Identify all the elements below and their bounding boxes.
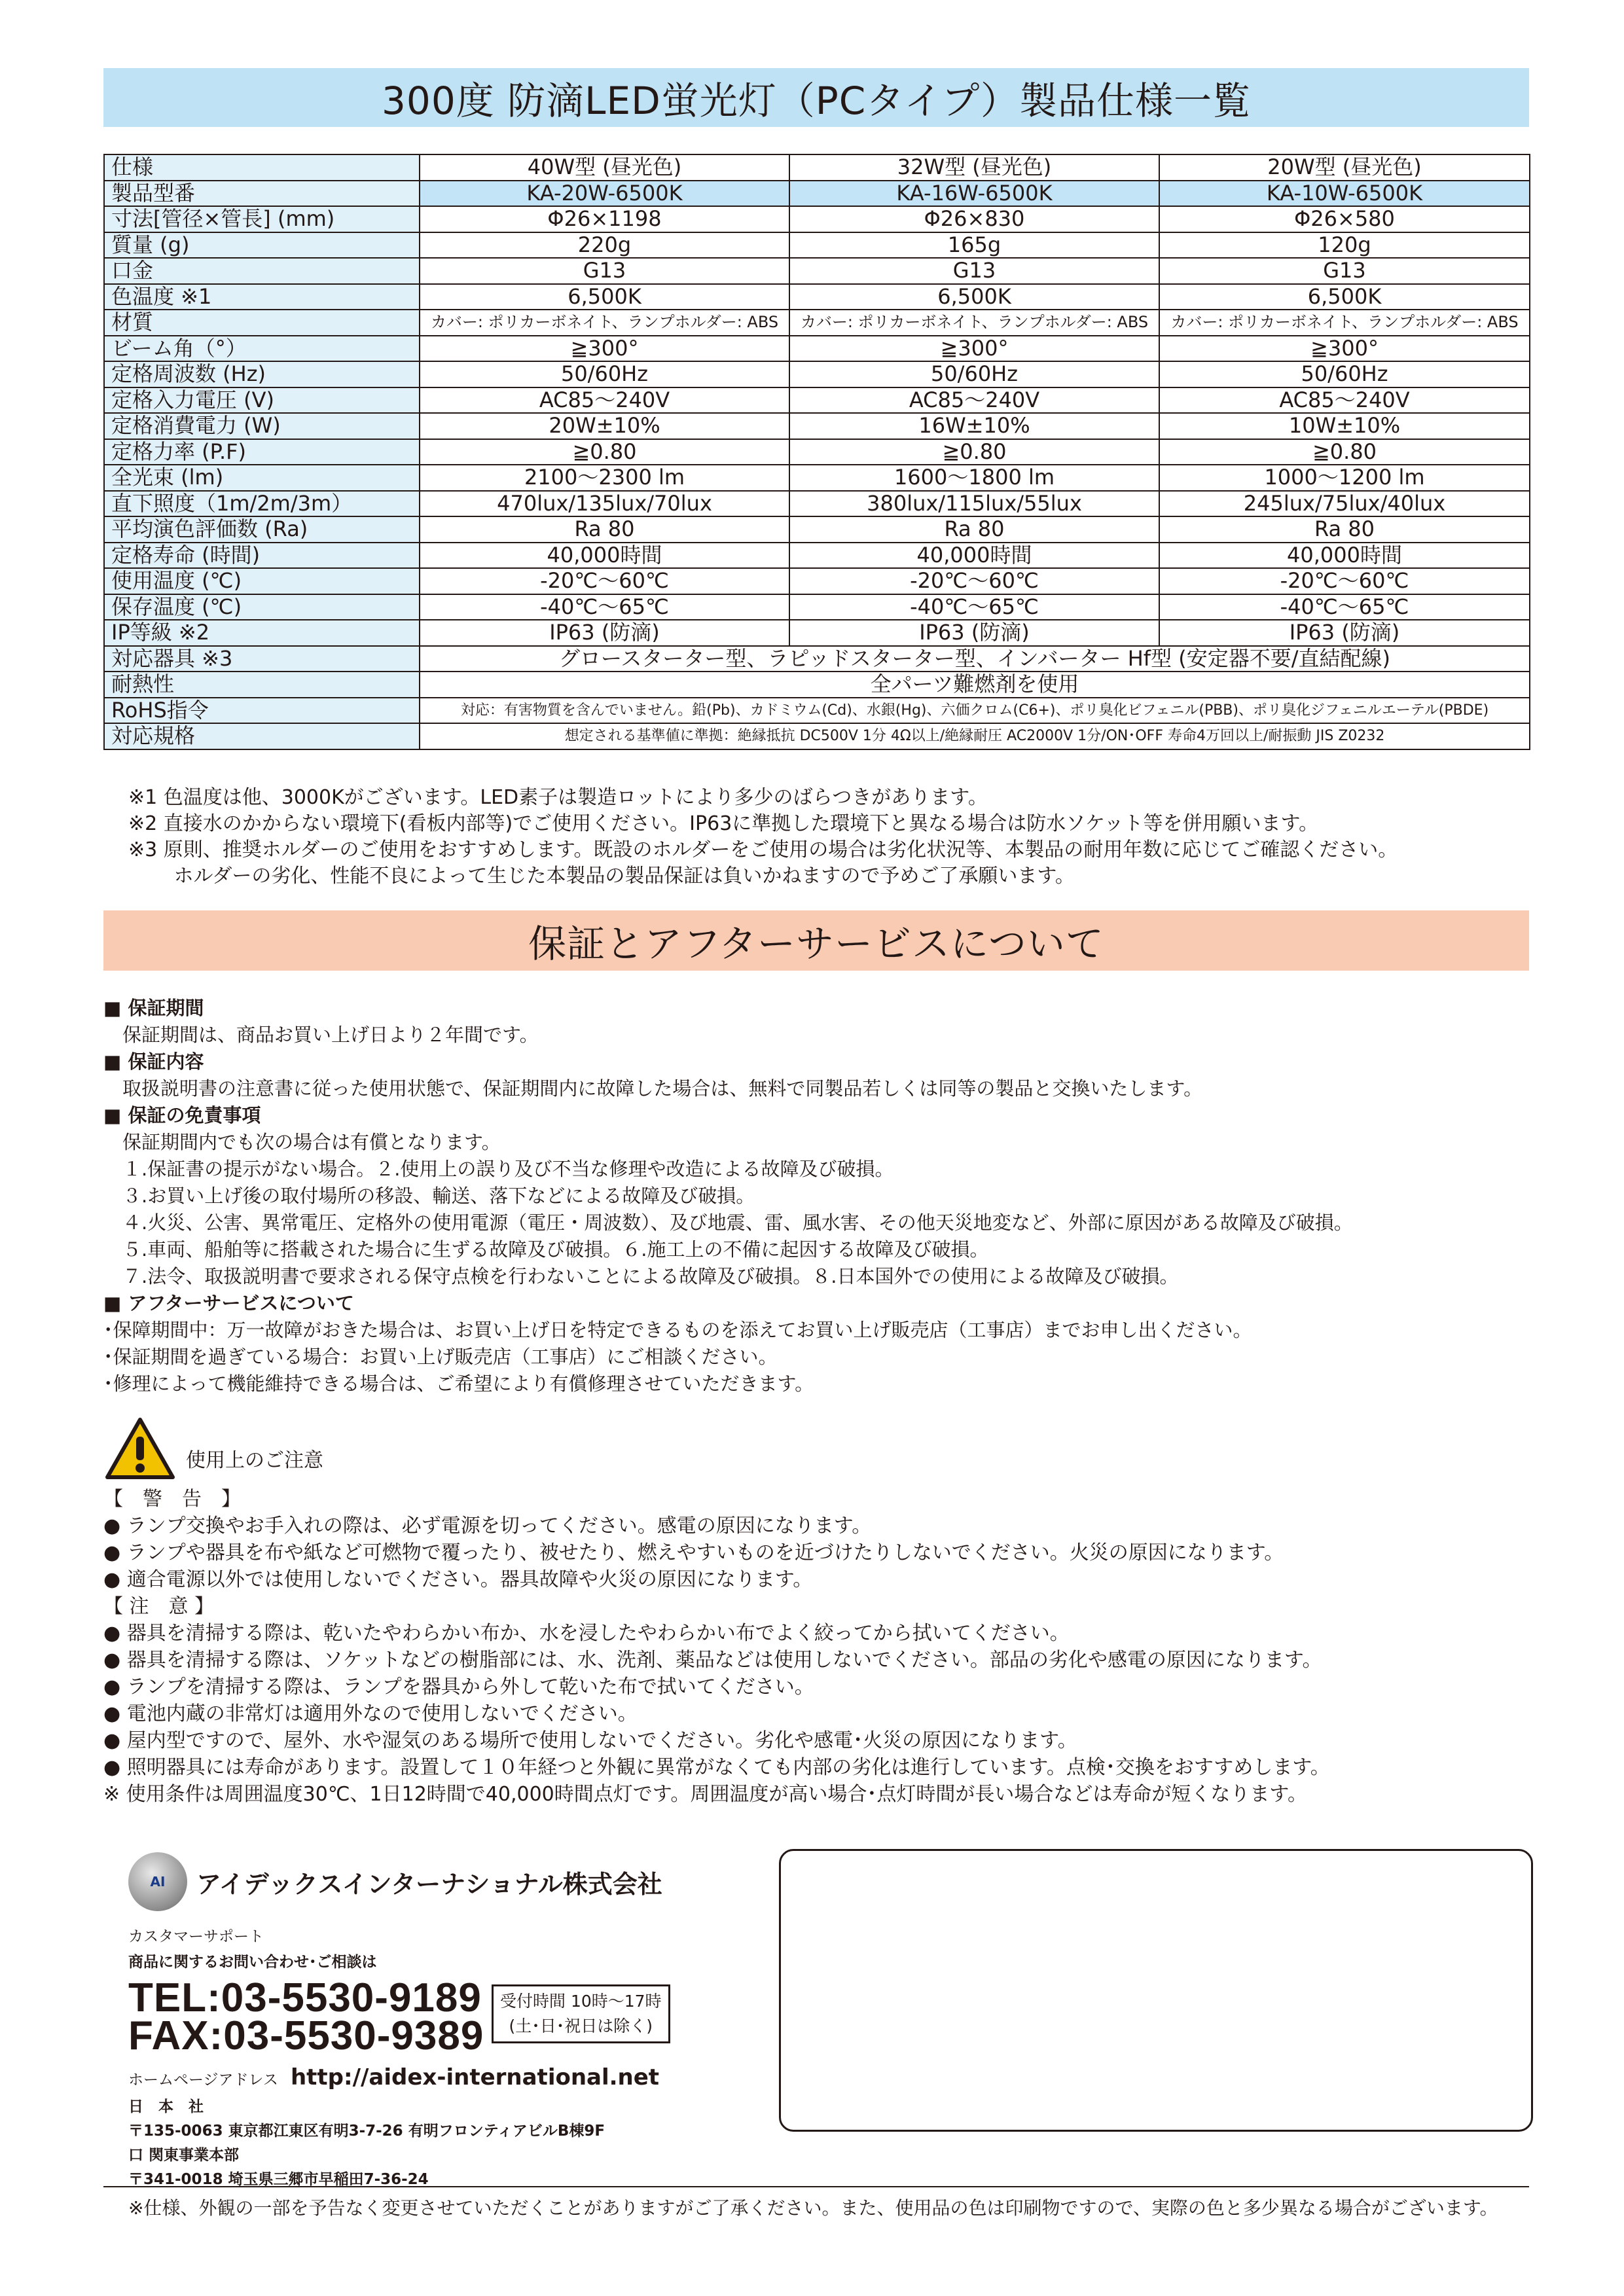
note-line: ※1 色温度は他、3000Kがございます。LED素子は製造ロットにより多少のばらつきがあります。 [128,786,988,809]
spec-value: 全パーツ難燃剤を使用 [420,672,1530,698]
caution-line: ● 器具を清掃する際は、乾いたやわらかい布か、水を浸したやわらかい布でよく絞ってから拭いてください。 [103,1622,1070,1645]
spec-value: カバー: ポリカーボネイト、ランプホルダー: ABS [789,310,1159,336]
hq-label: 日 本 社 [128,2098,204,2115]
spec-label: 仕様 [104,154,420,181]
spec-label: 材質 [104,310,420,336]
spec-value: Ra 80 [1159,516,1530,543]
spec-title-banner [103,68,1529,127]
inquiry-label: 商品に関するお問い合わせ･ご相談は [128,1954,377,1971]
spec-row [104,465,1530,491]
spec-value: AC85～240V [789,387,1159,414]
warranty-title: 保証とアフターサービスについて [528,922,1104,966]
spec-row [104,620,1530,646]
spec-value: 50/60Hz [1159,361,1530,387]
caution-header [103,1416,323,1481]
spec-value: KA-16W-6500K [789,181,1159,207]
spec-value: 想定される基準値に準拠：絶縁抵抗 DC500V 1分 4Ω以上/絶縁耐圧 AC2000V 1分/ON･OFF 寿命4万回以上/耐振動 JIS Z0232 [420,723,1530,749]
spec-value: -20℃～60℃ [1159,568,1530,594]
company-name: アイデックスインターナショナル株式会社 [196,1869,662,1899]
spec-row [104,698,1530,724]
spec-label: RoHS指令 [104,698,420,724]
section-text: 取扱説明書の注意書に従った使用状態で、保証期間内に故障した場合は、無料で同製品若しくは同等の製品と交換いたします。 [103,1077,1203,1100]
section-text: ･修理によって機能維持できる場合は、ご希望により有償修理させていただきます。 [103,1372,814,1395]
spec-value: ≧0.80 [420,439,789,465]
homepage-label: ホームページアドレス [128,2072,278,2089]
caution-line: ● ランプや器具を布や紙など可燃物で覆ったり、被せたり、燃えやすいものを近づけたりしないでください。火災の原因になります。 [103,1541,1284,1564]
warning-icon [103,1416,177,1481]
spec-value: 20W±10% [420,413,789,439]
fax-number: FAX:03-5530-9389 [128,2013,484,2058]
spec-row [104,439,1530,465]
company-info [128,1852,717,2189]
caution-label: 使用上のご注意 [186,1449,323,1472]
spec-value: 50/60Hz [789,361,1159,387]
spec-row [104,568,1530,594]
tel-number[interactable]: TEL:03-5530-9189 [128,1975,482,2020]
spec-row [104,516,1530,543]
spec-value: 32W型 (昼光色) [789,154,1159,181]
caution-line: ● ランプ交換やお手入れの際は、必ず電源を切ってください。感電の原因になります。 [103,1515,872,1537]
spec-value: 1600～1800 lm [789,465,1159,491]
spec-value: 6,500K [1159,284,1530,310]
caution-line: 【 注 意 】 [103,1595,215,1618]
spec-value: G13 [1159,258,1530,284]
section-text: 保証期間内でも次の場合は有償となります。 [103,1131,501,1153]
caution-line: ● 器具を清掃する際は、ソケットなどの樹脂部には、水、洗剤、薬品などは使用しないでください。部品の劣化や感電の原因になります。 [103,1649,1322,1672]
spec-label: 定格入力電圧 (V) [104,387,420,414]
spec-label: 定格寿命 (時間) [104,543,420,569]
spec-row [104,413,1530,439]
spec-value: ≧300° [789,336,1159,362]
spec-row [104,361,1530,387]
spec-label: ビーム角（°） [104,336,420,362]
dealer-stamp-box [779,1849,1533,2132]
caution-line: 【 警 告 】 [103,1488,241,1511]
spec-value: カバー: ポリカーボネイト、ランプホルダー: ABS [420,310,789,336]
spec-label: 対応器具 ※3 [104,646,420,672]
spec-row [104,543,1530,569]
spec-value: 380lux/115lux/55lux [789,491,1159,517]
section-heading: ■ 保証期間 [103,997,204,1019]
spec-value: 470lux/135lux/70lux [420,491,789,517]
spec-label: 製品型番 [104,181,420,207]
spec-row [104,310,1530,336]
spec-value: 40,000時間 [1159,543,1530,569]
spec-label: 使用温度 (℃) [104,568,420,594]
spec-value: -40℃～65℃ [420,594,789,620]
spec-value: 1000～1200 lm [1159,465,1530,491]
caution-line: ● ランプを清掃する際は、ランプを器具から外して乾いた布で拭いてください。 [103,1676,814,1698]
spec-value: 40W型 (昼光色) [420,154,789,181]
note-line: ※2 直接水のかからない環境下(看板内部等)でご使用ください。IP63に準拠した環境下と異なる場合は防水ソケット等を併用願います。 [128,812,1319,835]
spec-value: -20℃～60℃ [420,568,789,594]
caution-line: ● 適合電源以外では使用しないでください。器具故障や火災の原因になります。 [103,1568,813,1591]
section-text: ５.車両、船舶等に搭載された場合に生ずる故障及び破損。６.施工上の不備に起因する故障及び破損。 [103,1238,989,1261]
section-text: ･保障期間中：万一故障がおきた場合は、お買い上げ日を特定できるものを添えてお買い上げ販売店（工事店）までお申し出ください。 [103,1319,1252,1341]
spec-value: IP63 (防滴) [789,620,1159,646]
spec-label: 保存温度 (℃) [104,594,420,620]
spec-label: 色温度 ※1 [104,284,420,310]
hq-address: 〒135-0063 東京都江東区有明3-7-26 有明フロンティアビルB棟9F [128,2123,605,2140]
spec-row [104,154,1530,181]
reception-hours [492,1984,670,2043]
spec-row [104,232,1530,259]
spec-value: Φ26×830 [789,206,1159,232]
spec-value: 40,000時間 [789,543,1159,569]
spec-row [104,387,1530,414]
spec-value: ≧0.80 [789,439,1159,465]
note-line: ※3 原則、推奨ホルダーのご使用をおすすめします。既設のホルダーをご使用の場合は劣化状況等、本製品の耐用年数に応じてご確認ください。 [128,838,1398,861]
spec-value: ≧300° [1159,336,1530,362]
spec-row [104,594,1530,620]
spec-value: 6,500K [789,284,1159,310]
spec-label: 定格力率 (P.F) [104,439,420,465]
spec-row [104,336,1530,362]
spec-value: G13 [420,258,789,284]
spec-label: 直下照度（1m/2m/3m） [104,491,420,517]
hours-line: (土･日･祝日は除く) [509,2017,653,2036]
footer-note: ※仕様、外観の一部を予告なく変更させていただくことがありますがご了承ください。また、使用品の色は印刷物ですので、実際の色と多少異なる場合がございます。 [128,2197,1498,2219]
spec-label: 口金 [104,258,420,284]
support-label: カスタマーサポート [128,1928,264,1945]
spec-label: 全光束 (lm) [104,465,420,491]
section-text: ･保証期間を過ぎている場合：お買い上げ販売店（工事店）にご相談ください。 [103,1346,778,1368]
section-text: ４.火災、公害、異常電圧、定格外の使用電源（電圧・周波数）、及び地震、雷、風水害、その他天災地変など、外部に原因がある故障及び破損。 [103,1211,1353,1234]
spec-value: AC85～240V [1159,387,1530,414]
spec-row [104,284,1530,310]
caution-line: ● 電池内蔵の非常灯は適用外なので使用しないでください。 [103,1702,638,1725]
spec-value: 2100～2300 lm [420,465,789,491]
spec-value: IP63 (防滴) [1159,620,1530,646]
spec-label: 定格周波数 (Hz) [104,361,420,387]
footer-divider [103,2186,1529,2187]
section-text: ７.法令、取扱説明書で要求される保守点検を行わないことによる故障及び破損。８.日本国外での使用による故障及び破損。 [103,1265,1179,1287]
spec-value: 40,000時間 [420,543,789,569]
spec-value: Ra 80 [420,516,789,543]
spec-row [104,181,1530,207]
spec-label: 耐熱性 [104,672,420,698]
company-logo-icon: AI [128,1852,187,1911]
spec-value: -20℃～60℃ [789,568,1159,594]
caution-line: ※ 使用条件は周囲温度30℃、1日12時間で40,000時間点灯です。周囲温度が高い場合･点灯時間が長い場合などは寿命が短くなります。 [103,1783,1307,1806]
spec-value: グロースターター型、ラピッドスターター型、インバーター Hf型 (安定器不要/直結配線) [420,646,1530,672]
section-heading: ■ 保証の免責事項 [103,1104,261,1126]
spec-value: IP63 (防滴) [420,620,789,646]
spec-value: 245lux/75lux/40lux [1159,491,1530,517]
spec-value: ≧0.80 [1159,439,1530,465]
spec-label: IP等級 ※2 [104,620,420,646]
spec-value: 165g [789,232,1159,259]
section-heading: ■ アフターサービスについて [103,1292,354,1314]
branch-address: 〒341-0018 埼玉県三郷市早稲田7-36-24 [128,2171,429,2188]
spec-value: G13 [789,258,1159,284]
spec-value: Φ26×1198 [420,206,789,232]
section-text: ３.お買い上げ後の取付場所の移設、輸送、落下などによる故障及び破損。 [103,1185,755,1207]
spec-value: KA-20W-6500K [420,181,789,207]
spec-value: カバー: ポリカーボネイト、ランプホルダー: ABS [1159,310,1530,336]
spec-row [104,672,1530,698]
spec-label: 平均演色評価数 (Ra) [104,516,420,543]
spec-value: 20W型 (昼光色) [1159,154,1530,181]
section-heading: ■ 保証内容 [103,1050,204,1073]
spec-table [103,154,1530,750]
homepage-link[interactable]: http://aidex-international.net [290,2064,660,2090]
spec-value: -40℃～65℃ [789,594,1159,620]
spec-row [104,646,1530,672]
spec-value: AC85～240V [420,387,789,414]
spec-value: 10W±10% [1159,413,1530,439]
spec-label: 定格消費電力 (W) [104,413,420,439]
section-text: 保証期間は、商品お買い上げ日より２年間です。 [103,1024,539,1046]
spec-row [104,206,1530,232]
branch-label: 口 関東事業本部 [128,2147,240,2164]
spec-value: Ra 80 [789,516,1159,543]
spec-row [104,258,1530,284]
spec-value: 6,500K [420,284,789,310]
spec-value: ≧300° [420,336,789,362]
section-text: １.保証書の提示がない場合。２.使用上の誤り及び不当な修理や改造による故障及び破損。 [103,1158,894,1180]
caution-line: ● 照明器具には寿命があります。設置して１０年経つと外観に異常がなくても内部の劣化は進行しています。点検･交換をおすすめします。 [103,1756,1330,1779]
spec-label: 質量 (g) [104,232,420,259]
note-line: ホルダーの劣化、性能不良によって生じた本製品の製品保証は負いかねますので予めご了承願います。 [128,865,1075,888]
spec-value: 220g [420,232,789,259]
spec-value: 50/60Hz [420,361,789,387]
warranty-banner [103,910,1529,971]
spec-value: -40℃～65℃ [1159,594,1530,620]
hours-line: 受付時間 10時～17時 [500,1992,662,2011]
page-title: 300度 防滴LED蛍光灯（PCタイプ）製品仕様一覧 [382,79,1251,123]
spec-row [104,723,1530,749]
caution-line: ● 屋内型ですので、屋外、水や湿気のある場所で使用しないでください。劣化や感電･火災の原因になります。 [103,1729,1077,1752]
spec-value: 16W±10% [789,413,1159,439]
spec-value: Φ26×580 [1159,206,1530,232]
spec-label: 寸法[管径×管長] (mm) [104,206,420,232]
caution-list [103,1486,1330,1808]
spec-notes [128,785,1398,889]
spec-value: 120g [1159,232,1530,259]
spec-value: KA-10W-6500K [1159,181,1530,207]
spec-label: 対応規格 [104,723,420,749]
warranty-section [103,995,1529,1397]
spec-value: 対応：有害物質を含んでいません。鉛(Pb)、カドミウム(Cd)、水銀(Hg)、六価クロム(C6+)、ポリ臭化ビフェニル(PBB)、ポリ臭化ジフェニルエーテル(PBDE) [420,698,1530,724]
spec-row [104,491,1530,517]
